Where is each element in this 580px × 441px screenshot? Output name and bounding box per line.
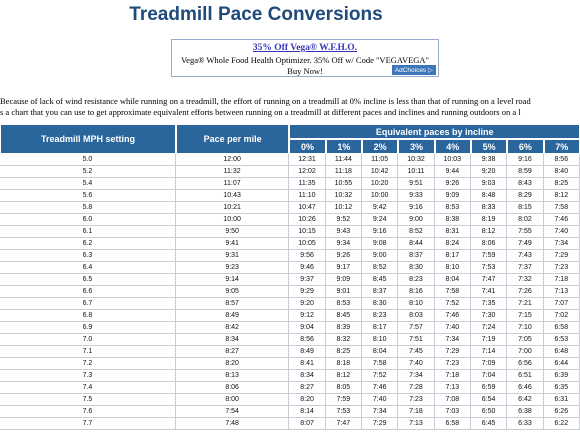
equivalent-pace-cell: 9:42: [362, 202, 398, 214]
equivalent-pace-cell: 10:26: [289, 214, 325, 226]
equivalent-pace-cell: 8:53: [326, 298, 362, 310]
header-equivalent-paces: Equivalent paces by incline: [289, 124, 580, 139]
equivalent-pace-cell: 11:05: [362, 154, 398, 166]
equivalent-pace-cell: 8:38: [435, 214, 471, 226]
equivalent-pace-cell: 8:45: [362, 274, 398, 286]
equivalent-pace-cell: 8:17: [362, 322, 398, 334]
incline-header: 7%: [544, 139, 580, 154]
equivalent-pace-cell: 6:35: [544, 382, 580, 394]
equivalent-pace-cell: 8:03: [398, 310, 434, 322]
equivalent-pace-cell: 7:55: [507, 226, 543, 238]
equivalent-pace-cell: 7:53: [471, 262, 507, 274]
mph-cell: 7.1: [0, 346, 176, 358]
equivalent-pace-cell: 8:12: [326, 370, 362, 382]
equivalent-pace-cell: 12:31: [289, 154, 325, 166]
equivalent-pace-cell: 6:53: [544, 334, 580, 346]
mph-cell: 5.2: [0, 166, 176, 178]
pace-cell: 8:42: [176, 322, 289, 334]
equivalent-pace-cell: 12:02: [289, 166, 325, 178]
equivalent-pace-cell: 9:00: [398, 214, 434, 226]
equivalent-pace-cell: 8:34: [289, 370, 325, 382]
equivalent-pace-cell: 10:11: [398, 166, 434, 178]
pace-cell: 8:27: [176, 346, 289, 358]
incline-header: 3%: [398, 139, 434, 154]
equivalent-pace-cell: 7:35: [471, 298, 507, 310]
equivalent-pace-cell: 7:58: [362, 358, 398, 370]
equivalent-pace-cell: 7:29: [362, 418, 398, 430]
equivalent-pace-cell: 8:19: [471, 214, 507, 226]
equivalent-pace-cell: 10:32: [398, 154, 434, 166]
equivalent-pace-cell: 10:47: [289, 202, 325, 214]
mph-cell: 5.6: [0, 190, 176, 202]
equivalent-pace-cell: 7:46: [544, 214, 580, 226]
mph-cell: 7.5: [0, 394, 176, 406]
equivalent-pace-cell: 7:18: [398, 406, 434, 418]
equivalent-pace-cell: 8:29: [507, 190, 543, 202]
equivalent-pace-cell: 8:10: [435, 262, 471, 274]
equivalent-pace-cell: 7:59: [326, 394, 362, 406]
table-row: [0, 166, 580, 178]
ad-headline-link[interactable]: 35% Off Vega® W.F.H.O.: [252, 43, 358, 53]
equivalent-pace-cell: 7:52: [435, 298, 471, 310]
mph-cell: 5.4: [0, 178, 176, 190]
mph-cell: 6.5: [0, 274, 176, 286]
pace-cell: 7:54: [176, 406, 289, 418]
equivalent-pace-cell: 6:59: [471, 382, 507, 394]
equivalent-pace-cell: 8:17: [435, 250, 471, 262]
equivalent-pace-cell: 7:43: [507, 250, 543, 262]
equivalent-pace-cell: 7:40: [362, 394, 398, 406]
equivalent-pace-cell: 8:24: [435, 238, 471, 250]
equivalent-pace-cell: 8:12: [471, 226, 507, 238]
equivalent-pace-cell: 7:02: [544, 310, 580, 322]
equivalent-pace-cell: 9:24: [362, 214, 398, 226]
mph-cell: 6.6: [0, 286, 176, 298]
equivalent-pace-cell: 7:41: [471, 286, 507, 298]
equivalent-pace-cell: 8:52: [362, 262, 398, 274]
equivalent-pace-cell: 8:27: [289, 382, 325, 394]
table-row: [0, 262, 580, 274]
equivalent-pace-cell: 7:37: [507, 262, 543, 274]
equivalent-pace-cell: 6:22: [544, 418, 580, 430]
table-row: [0, 382, 580, 394]
pace-cell: 11:32: [176, 166, 289, 178]
mph-cell: 7.4: [0, 382, 176, 394]
equivalent-pace-cell: 8:59: [507, 166, 543, 178]
ad-body-line: Buy Now!: [287, 66, 323, 76]
equivalent-pace-cell: 8:18: [326, 358, 362, 370]
equivalent-pace-cell: 9:00: [362, 250, 398, 262]
equivalent-pace-cell: 9:26: [435, 178, 471, 190]
equivalent-pace-cell: 9:52: [326, 214, 362, 226]
equivalent-pace-cell: 7:47: [471, 274, 507, 286]
equivalent-pace-cell: 7:40: [544, 226, 580, 238]
equivalent-pace-cell: 8:37: [362, 286, 398, 298]
equivalent-pace-cell: 9:16: [362, 226, 398, 238]
equivalent-pace-cell: 9:29: [289, 286, 325, 298]
equivalent-pace-cell: 9:51: [398, 178, 434, 190]
equivalent-pace-cell: 6:51: [507, 370, 543, 382]
table-body: [0, 154, 580, 430]
table-row: [0, 394, 580, 406]
equivalent-pace-cell: 7:58: [544, 202, 580, 214]
equivalent-pace-cell: 9:37: [289, 274, 325, 286]
equivalent-pace-cell: 10:00: [362, 190, 398, 202]
equivalent-pace-cell: 6:26: [544, 406, 580, 418]
intro-line: Because of lack of wind resistance while running on a treadmill, the effort of running on a treadmill at 0% incline is less than that of running on a level road: [0, 96, 531, 106]
mph-cell: 6.9: [0, 322, 176, 334]
equivalent-pace-cell: 8:56: [289, 334, 325, 346]
equivalent-pace-cell: 7:34: [435, 334, 471, 346]
equivalent-pace-cell: 8:37: [398, 250, 434, 262]
equivalent-pace-cell: 9:34: [326, 238, 362, 250]
table-row: [0, 190, 580, 202]
pace-cell: 9:14: [176, 274, 289, 286]
equivalent-pace-cell: 7:29: [435, 346, 471, 358]
equivalent-pace-cell: 8:53: [435, 202, 471, 214]
equivalent-pace-cell: 8:23: [362, 310, 398, 322]
equivalent-pace-cell: 7:34: [544, 238, 580, 250]
incline-header: 1%: [326, 139, 362, 154]
pace-cell: 7:48: [176, 418, 289, 430]
intro-paragraph: [0, 96, 531, 118]
equivalent-pace-cell: 7:18: [435, 370, 471, 382]
mph-cell: 6.7: [0, 298, 176, 310]
equivalent-pace-cell: 7:21: [507, 298, 543, 310]
equivalent-pace-cell: 8:02: [507, 214, 543, 226]
equivalent-pace-cell: 7:57: [398, 322, 434, 334]
table-row: [0, 334, 580, 346]
pace-cell: 8:13: [176, 370, 289, 382]
equivalent-pace-cell: 7:00: [507, 346, 543, 358]
equivalent-pace-cell: 10:15: [289, 226, 325, 238]
table-row: [0, 214, 580, 226]
equivalent-pace-cell: 8:12: [544, 190, 580, 202]
equivalent-pace-cell: 8:49: [289, 346, 325, 358]
equivalent-pace-cell: 9:43: [326, 226, 362, 238]
mph-cell: 6.0: [0, 214, 176, 226]
equivalent-pace-cell: 9:01: [326, 286, 362, 298]
equivalent-pace-cell: 8:44: [398, 238, 434, 250]
equivalent-pace-cell: 10:03: [435, 154, 471, 166]
equivalent-pace-cell: 8:14: [289, 406, 325, 418]
equivalent-pace-cell: 7:14: [471, 346, 507, 358]
mph-cell: 6.8: [0, 310, 176, 322]
equivalent-pace-cell: 9:38: [471, 154, 507, 166]
equivalent-pace-cell: 7:13: [398, 418, 434, 430]
mph-cell: 5.8: [0, 202, 176, 214]
equivalent-pace-cell: 7:24: [471, 322, 507, 334]
header-mph-setting: Treadmill MPH setting: [0, 124, 176, 154]
table-row: [0, 286, 580, 298]
equivalent-pace-cell: 6:45: [471, 418, 507, 430]
equivalent-pace-cell: 7:58: [435, 286, 471, 298]
table-row: [0, 298, 580, 310]
equivalent-pace-cell: 7:23: [398, 394, 434, 406]
pace-cell: 8:00: [176, 394, 289, 406]
mph-cell: 6.2: [0, 238, 176, 250]
equivalent-pace-cell: 7:18: [544, 274, 580, 286]
mph-cell: 7.2: [0, 358, 176, 370]
equivalent-pace-cell: 7:45: [398, 346, 434, 358]
equivalent-pace-cell: 6:48: [544, 346, 580, 358]
table-row: [0, 178, 580, 190]
pace-cell: 12:00: [176, 154, 289, 166]
intro-line: s a chart that you can use to get approximate equivalent efforts between running on a treadmill at different paces and inclines and running outdoors on a l: [0, 107, 521, 117]
equivalent-pace-cell: 7:34: [362, 406, 398, 418]
equivalent-pace-cell: 8:43: [507, 178, 543, 190]
equivalent-pace-cell: 7:40: [398, 358, 434, 370]
equivalent-pace-cell: 6:58: [435, 418, 471, 430]
equivalent-pace-cell: 8:30: [398, 262, 434, 274]
equivalent-pace-cell: 7:10: [507, 322, 543, 334]
pace-cell: 8:06: [176, 382, 289, 394]
equivalent-pace-cell: 6:38: [507, 406, 543, 418]
equivalent-pace-cell: 7:08: [435, 394, 471, 406]
mph-cell: 5.0: [0, 154, 176, 166]
table-row: [0, 226, 580, 238]
table-row: [0, 154, 580, 166]
equivalent-pace-cell: 10:42: [362, 166, 398, 178]
equivalent-pace-cell: 9:44: [435, 166, 471, 178]
equivalent-pace-cell: 6:39: [544, 370, 580, 382]
equivalent-pace-cell: 9:04: [289, 322, 325, 334]
equivalent-pace-cell: 8:15: [507, 202, 543, 214]
table-row: [0, 358, 580, 370]
equivalent-pace-cell: 9:33: [398, 190, 434, 202]
equivalent-pace-cell: 7:34: [398, 370, 434, 382]
equivalent-pace-cell: 8:41: [289, 358, 325, 370]
equivalent-pace-cell: 7:51: [398, 334, 434, 346]
equivalent-pace-cell: 6:58: [544, 322, 580, 334]
equivalent-pace-cell: 6:44: [544, 358, 580, 370]
equivalent-pace-cell: 8:04: [435, 274, 471, 286]
equivalent-pace-cell: 8:45: [326, 310, 362, 322]
equivalent-pace-cell: 11:18: [326, 166, 362, 178]
equivalent-pace-cell: 10:12: [326, 202, 362, 214]
equivalent-pace-cell: 7:07: [544, 298, 580, 310]
equivalent-pace-cell: 8:31: [435, 226, 471, 238]
equivalent-pace-cell: 7:15: [507, 310, 543, 322]
equivalent-pace-cell: 10:05: [289, 238, 325, 250]
incline-header: 4%: [435, 139, 471, 154]
equivalent-pace-cell: 8:25: [544, 178, 580, 190]
equivalent-pace-cell: 7:13: [544, 286, 580, 298]
pace-cell: 10:21: [176, 202, 289, 214]
equivalent-pace-cell: 8:33: [471, 202, 507, 214]
equivalent-pace-cell: 9:17: [326, 262, 362, 274]
pace-cell: 8:34: [176, 334, 289, 346]
equivalent-pace-cell: 9:56: [289, 250, 325, 262]
pace-cell: 8:57: [176, 298, 289, 310]
equivalent-pace-cell: 10:20: [362, 178, 398, 190]
equivalent-pace-cell: 6:46: [507, 382, 543, 394]
incline-header: 6%: [507, 139, 543, 154]
equivalent-pace-cell: 9:20: [289, 298, 325, 310]
equivalent-pace-cell: 6:33: [507, 418, 543, 430]
equivalent-pace-cell: 7:05: [507, 334, 543, 346]
equivalent-pace-cell: 8:06: [471, 238, 507, 250]
pace-cell: 10:43: [176, 190, 289, 202]
equivalent-pace-cell: 7:46: [362, 382, 398, 394]
equivalent-pace-cell: 8:04: [362, 346, 398, 358]
pace-cell: 11:07: [176, 178, 289, 190]
pace-cell: 9:23: [176, 262, 289, 274]
ad-body-line: Vega® Whole Food Health Optimizer. 35% Off w/ Code "VEGAVEGA": [180, 55, 430, 65]
equivalent-pace-cell: 8:52: [398, 226, 434, 238]
equivalent-pace-cell: 7:23: [544, 262, 580, 274]
equivalent-pace-cell: 7:32: [507, 274, 543, 286]
equivalent-pace-cell: 7:04: [471, 370, 507, 382]
equivalent-pace-cell: 8:05: [326, 382, 362, 394]
equivalent-pace-cell: 7:19: [471, 334, 507, 346]
equivalent-pace-cell: 7:59: [471, 250, 507, 262]
equivalent-pace-cell: 8:40: [544, 166, 580, 178]
equivalent-pace-cell: 9:16: [507, 154, 543, 166]
pace-cell: 10:00: [176, 214, 289, 226]
equivalent-pace-cell: 9:09: [435, 190, 471, 202]
page-title: Treadmill Pace Conversions: [129, 4, 383, 25]
equivalent-pace-cell: 7:23: [435, 358, 471, 370]
incline-header: 5%: [471, 139, 507, 154]
equivalent-pace-cell: 10:55: [326, 178, 362, 190]
header-pace-per-mile: Pace per mile: [176, 124, 289, 154]
equivalent-pace-cell: 6:50: [471, 406, 507, 418]
table-row: [0, 310, 580, 322]
equivalent-pace-cell: 8:30: [362, 298, 398, 310]
equivalent-pace-cell: 9:16: [398, 202, 434, 214]
equivalent-pace-cell: 8:10: [398, 298, 434, 310]
equivalent-pace-cell: 10:32: [326, 190, 362, 202]
ad-banner[interactable]: [171, 39, 439, 77]
equivalent-pace-cell: 8:10: [362, 334, 398, 346]
table-row: [0, 346, 580, 358]
mph-cell: 6.1: [0, 226, 176, 238]
equivalent-pace-cell: 6:54: [471, 394, 507, 406]
equivalent-pace-cell: 7:40: [435, 322, 471, 334]
incline-header: 2%: [362, 139, 398, 154]
incline-header: 0%: [289, 139, 325, 154]
equivalent-pace-cell: 9:46: [289, 262, 325, 274]
equivalent-pace-cell: 8:32: [326, 334, 362, 346]
equivalent-pace-cell: 6:31: [544, 394, 580, 406]
equivalent-pace-cell: 7:26: [507, 286, 543, 298]
equivalent-pace-cell: 8:56: [544, 154, 580, 166]
equivalent-pace-cell: 8:16: [398, 286, 434, 298]
equivalent-pace-cell: 7:52: [362, 370, 398, 382]
pace-cell: 9:05: [176, 286, 289, 298]
equivalent-pace-cell: 6:42: [507, 394, 543, 406]
mph-cell: 7.7: [0, 418, 176, 430]
equivalent-pace-cell: 8:25: [326, 346, 362, 358]
equivalent-pace-cell: 11:44: [326, 154, 362, 166]
table-row: [0, 370, 580, 382]
equivalent-pace-cell: 8:48: [471, 190, 507, 202]
pace-cell: 9:31: [176, 250, 289, 262]
table-row: [0, 238, 580, 250]
equivalent-pace-cell: 7:13: [435, 382, 471, 394]
equivalent-pace-cell: 11:35: [289, 178, 325, 190]
equivalent-pace-cell: 7:53: [326, 406, 362, 418]
equivalent-pace-cell: 7:49: [507, 238, 543, 250]
table-row: [0, 274, 580, 286]
table-row: [0, 418, 580, 430]
pace-cell: 9:50: [176, 226, 289, 238]
equivalent-pace-cell: 9:03: [471, 178, 507, 190]
mph-cell: 6.4: [0, 262, 176, 274]
equivalent-pace-cell: 7:03: [435, 406, 471, 418]
pace-conversion-table: [0, 124, 580, 430]
equivalent-pace-cell: 9:09: [326, 274, 362, 286]
pace-cell: 8:49: [176, 310, 289, 322]
equivalent-pace-cell: 9:12: [289, 310, 325, 322]
table-row: [0, 322, 580, 334]
equivalent-pace-cell: 8:07: [289, 418, 325, 430]
mph-cell: 7.6: [0, 406, 176, 418]
equivalent-pace-cell: 7:46: [435, 310, 471, 322]
equivalent-pace-cell: 7:28: [398, 382, 434, 394]
equivalent-pace-cell: 8:23: [398, 274, 434, 286]
equivalent-pace-cell: 9:26: [326, 250, 362, 262]
adchoices-button[interactable]: AdChoices ▷: [392, 65, 436, 75]
table-row: [0, 202, 580, 214]
equivalent-pace-cell: 8:20: [289, 394, 325, 406]
mph-cell: 7.3: [0, 370, 176, 382]
equivalent-pace-cell: 7:30: [471, 310, 507, 322]
mph-cell: 7.0: [0, 334, 176, 346]
equivalent-pace-cell: 7:47: [326, 418, 362, 430]
equivalent-pace-cell: 11:10: [289, 190, 325, 202]
equivalent-pace-cell: 9:08: [362, 238, 398, 250]
table-row: [0, 406, 580, 418]
equivalent-pace-cell: 6:56: [507, 358, 543, 370]
mph-cell: 6.3: [0, 250, 176, 262]
equivalent-pace-cell: 9:20: [471, 166, 507, 178]
equivalent-pace-cell: 7:29: [544, 250, 580, 262]
equivalent-pace-cell: 7:09: [471, 358, 507, 370]
equivalent-pace-cell: 8:39: [326, 322, 362, 334]
table-row: [0, 250, 580, 262]
pace-cell: 8:20: [176, 358, 289, 370]
pace-cell: 9:41: [176, 238, 289, 250]
